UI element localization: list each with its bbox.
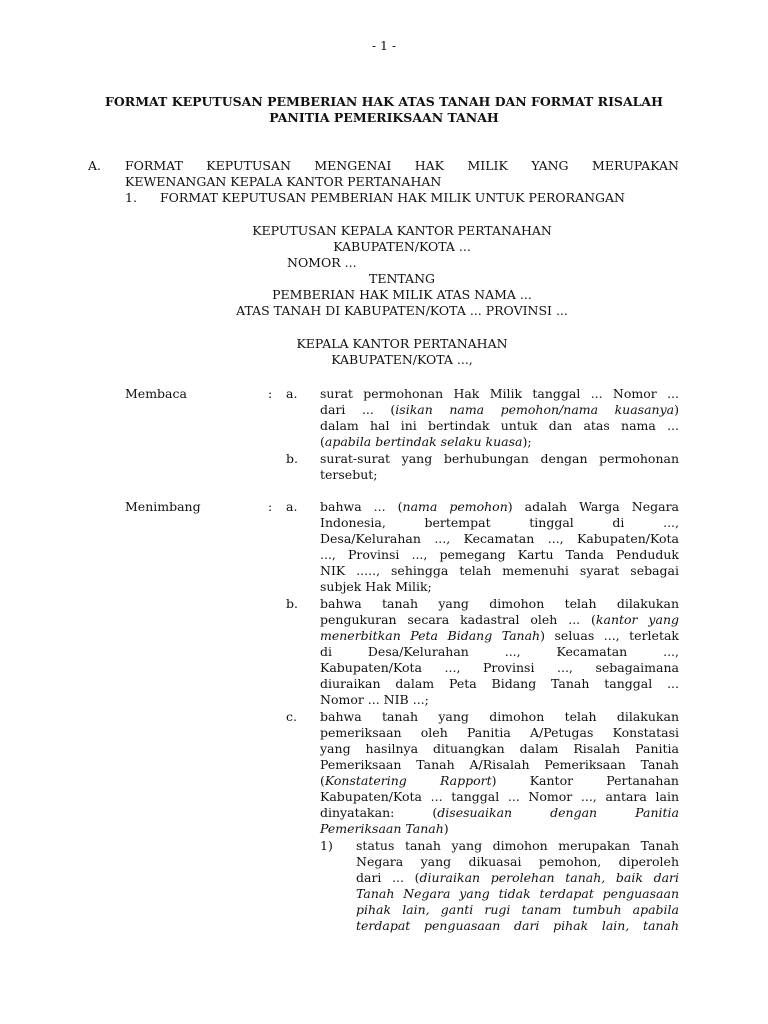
menimbang-item-a-line-3: Desa/Kelurahan ..., Kecamatan ..., Kabupaten/Kota	[320, 531, 679, 546]
decree-tentang: TENTANG	[368, 271, 435, 286]
menimbang-item-c-line-6: Kabupaten/Kota ... tanggal ... Nomor ..., antara lain	[320, 789, 679, 804]
menimbang-item-a-line-4: ..., Provinsi ..., pemegang Kartu Tanda Penduduk	[320, 547, 679, 562]
menimbang-item-c-letter: c.	[286, 709, 297, 724]
membaca-item-a-line-1: surat permohonan Hak Milik tanggal ... Nomor ...	[320, 386, 679, 401]
menimbang-item-c-line-4: Pemeriksaan Tanah A/Risalah Pemeriksaan Tanah	[320, 757, 679, 772]
membaca-item-b-line-1: surat-surat yang berhubungan dengan permohonan	[320, 451, 679, 466]
subsection-heading: FORMAT KEPUTUSAN PEMBERIAN HAK MILIK UNTUK PERORANGAN	[160, 190, 625, 205]
subsection-number: 1.	[125, 190, 137, 205]
section-a-letter: A.	[88, 158, 102, 173]
menimbang-point-1-line-3: dari ... (diuraikan perolehan tanah, baik dari	[356, 870, 679, 885]
menimbang-point-1-line-4: Tanah Negara yang tidak terdapat penguasaan	[356, 886, 679, 901]
membaca-item-a-line-4: (apabila bertindak selaku kuasa);	[320, 434, 532, 449]
document-title-line-2: PANITIA PEMERIKSAAN TANAH	[269, 110, 499, 125]
menimbang-item-c-line-5: (Konstatering Rapport) Kantor Pertanahan	[320, 773, 679, 788]
menimbang-item-b-line-3: menerbitkan Peta Bidang Tanah) seluas ..., terletak	[320, 628, 679, 643]
menimbang-item-c-line-3: yang hasilnya dituangkan dalam Risalah Panitia	[320, 741, 679, 756]
section-a-heading-line-1: FORMAT KEPUTUSAN MENGENAI HAK MILIK YANG MERUPAKAN	[125, 158, 679, 173]
menimbang-point-1-line-2: Negara yang dikuasai pemohon, diperoleh	[356, 854, 679, 869]
menimbang-item-b-line-2: pengukuran secara kadastral oleh ... (kantor yang	[320, 612, 679, 627]
menimbang-item-a-letter: a.	[286, 499, 298, 514]
menimbang-item-a-line-2: Indonesia, bertempat tinggal di ...,	[320, 515, 679, 530]
menimbang-item-b-letter: b.	[286, 596, 298, 611]
menimbang-item-a-line-5: NIK ....., sehingga telah memenuhi syarat sebagai	[320, 563, 679, 578]
membaca-item-b-line-2: tersebut;	[320, 467, 378, 482]
decree-official-line-1: KEPALA KANTOR PERTANAHAN	[296, 336, 508, 351]
menimbang-point-1-line-5: pihak lain, ganti rugi tanam tumbuh apabila	[356, 902, 679, 917]
menimbang-item-c-line-2: pemeriksaan oleh Panitia A/Petugas Konstatasi	[320, 725, 679, 740]
menimbang-item-c-line-7: dinyatakan: (disesuaikan dengan Panitia	[320, 805, 679, 820]
menimbang-item-b-line-6: diuraikan dalam Peta Bidang Tanah tanggal ...	[320, 676, 679, 691]
membaca-item-a-letter: a.	[286, 386, 298, 401]
menimbang-item-b-line-5: Kabupaten/Kota ..., Provinsi ..., sebagaimana	[320, 660, 679, 675]
menimbang-item-c-line-1: bahwa tanah yang dimohon telah dilakukan	[320, 709, 679, 724]
menimbang-item-a-line-6: subjek Hak Milik;	[320, 579, 432, 594]
menimbang-point-1-number: 1)	[320, 838, 333, 853]
decree-subject-line-1: PEMBERIAN HAK MILIK ATAS NAMA ...	[272, 287, 532, 302]
menimbang-point-1-line-6: terdapat penguasaan dari pihak lain, tanah	[356, 918, 679, 933]
menimbang-item-a-line-1: bahwa ... (nama pemohon) adalah Warga Negara	[320, 499, 679, 514]
menimbang-item-b-line-1: bahwa tanah yang dimohon telah dilakukan	[320, 596, 679, 611]
menimbang-point-1-line-1: status tanah yang dimohon merupakan Tanah	[356, 838, 679, 853]
document-title-line-1: FORMAT KEPUTUSAN PEMBERIAN HAK ATAS TANAH DAN FORMAT RISALAH	[105, 94, 663, 109]
membaca-colon: :	[268, 386, 273, 401]
decree-title-line-2: KABUPATEN/KOTA ...	[333, 239, 471, 254]
membaca-item-b-letter: b.	[286, 451, 298, 466]
section-a-heading-line-2: KEWENANGAN KEPALA KANTOR PERTANAHAN	[125, 174, 442, 189]
membaca-item-a-line-2: dari ... (isikan nama pemohon/nama kuasanya)	[320, 402, 680, 417]
decree-subject-line-2: ATAS TANAH DI KABUPATEN/KOTA ... PROVINSI ...	[236, 303, 568, 318]
menimbang-label: Menimbang	[125, 499, 201, 514]
membaca-label: Membaca	[125, 386, 187, 401]
menimbang-item-c-line-8: Pemeriksaan Tanah)	[320, 821, 449, 836]
menimbang-item-b-line-4: di Desa/Kelurahan ..., Kecamatan ...,	[320, 644, 679, 659]
decree-number: NOMOR ...	[287, 255, 357, 270]
decree-official-line-2: KABUPATEN/KOTA ...,	[331, 352, 473, 367]
menimbang-item-b-line-7: Nomor ... NIB ...;	[320, 692, 429, 707]
membaca-item-a-line-3: dalam hal ini bertindak untuk dan atas nama ...	[320, 418, 679, 433]
page-number: - 1 -	[371, 38, 397, 53]
decree-title-line-1: KEPUTUSAN KEPALA KANTOR PERTANAHAN	[252, 223, 552, 238]
menimbang-colon: :	[268, 499, 273, 514]
